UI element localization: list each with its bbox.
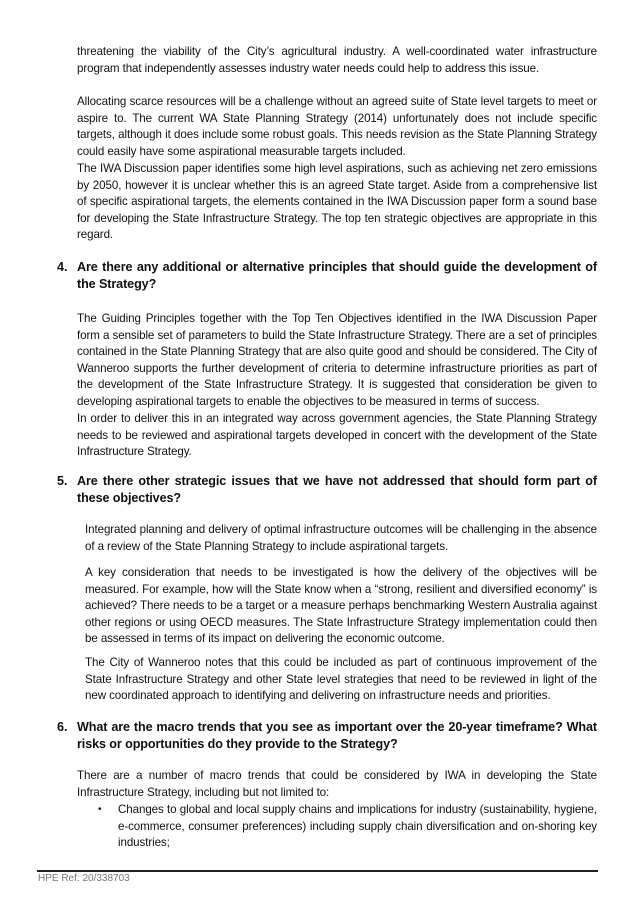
intro-paragraph-2: Allocating scarce resources will be a challenge without an agreed suite of State level targets to meet or aspire to. The current WA State Planning Strategy (2014) unfortunately does not include specific targets, although it does include some robust goals. This needs revision as the State Planning Strategy could easily have some aspirational measurable targets included. [77,95,597,158]
section-5-heading [57,473,597,507]
section-5-paragraph-3: The City of Wanneroo notes that this could be included as part of continuous improvement of the State Infrastructure Strategy and other State level strategies that need to be reviewed in light of the new coordinated approach to identifying and delivering on infrastructure needs and priorities. [85,656,597,703]
intro-paragraph-1: threatening the viability of the City’s agricultural industry. A well-coordinated water infrastructure program that independently assesses industry water needs could help to address this issue. [77,45,597,75]
intro-paragraph-3: The IWA Discussion paper identifies some high level aspirations, such as achieving net zero emissions by 2050, however it is unclear whether this is an agreed State target. Aside from a comprehensive list of specific aspirational targets, the elements contained in the IWA Discussion paper form a sound base for developing the State Infrastructure Strategy. The top ten strategic objectives are appropriate in this regard. [77,162,597,242]
section-5-paragraph-1: Integrated planning and delivery of optimal infrastructure outcomes will be challenging in the absence of a review of the State Planning Strategy to include aspirational targets. [85,523,597,553]
footer-reference: HPE Ref: 20/338703 [38,873,130,884]
section-4-paragraph-1: The Guiding Principles together with the Top Ten Objectives identified in the IWA Discussion Paper form a sensible set of parameters to build the State Infrastructure Strategy. There are a set of principles contained in the State Planning Strategy that are also quite good and should be considered. The City of Wanneroo supports the further development of criteria to determine infrastructure priorities as part of the development of the State Infrastructure Strategy. It is suggested that consideration be given to developing aspirational targets to enable the objectives to be measured in terms of success. [77,312,597,408]
section-6-heading-text: What are the macro trends that you see as important over the 20-year timeframe? What risks or opportunities do they provide to the Strategy? [77,720,597,751]
section-6-heading [57,719,597,753]
section-6-paragraph-1: There are a number of macro trends that could be considered by IWA in developing the State Infrastructure Strategy, including but not limited to: [77,769,597,799]
bullet-text: Changes to global and local supply chains and implications for industry (sustainability, hygiene, e-commerce, consumer preferences) including supply chain diversification and on-shoring key industries; [118,803,597,850]
section-4-number: 4. [57,260,68,274]
section-5-heading-text: Are there other strategic issues that we have not addressed that should form part of these objectives? [77,474,597,505]
section-6-number: 6. [57,720,68,734]
section-4-paragraph-2: In order to deliver this in an integrated way across government agencies, the State Planning Strategy needs to be reviewed and aspirational targets developed in concert with the development of the State Infrastructure Strategy. [77,412,597,459]
section-6-bullet-1 [98,802,597,852]
section-4-heading-text: Are there any additional or alternative principles that should guide the development of the Strategy? [77,260,597,291]
footer-divider [37,870,598,872]
section-5-number: 5. [57,474,68,488]
bullet-icon: • [98,804,102,815]
section-4-heading [57,259,597,293]
section-5-paragraph-2: A key consideration that needs to be investigated is how the delivery of the objectives will be measured. For example, how will the State know when a “strong, resilient and diversified economy” is achieved? There needs to be a target or a measure perhaps benchmarking Western Australia against other regions or using OECD measures. The State Infrastructure Strategy implementation could then be assessed in terms of its impact on delivering the economic outcome. [85,566,597,646]
